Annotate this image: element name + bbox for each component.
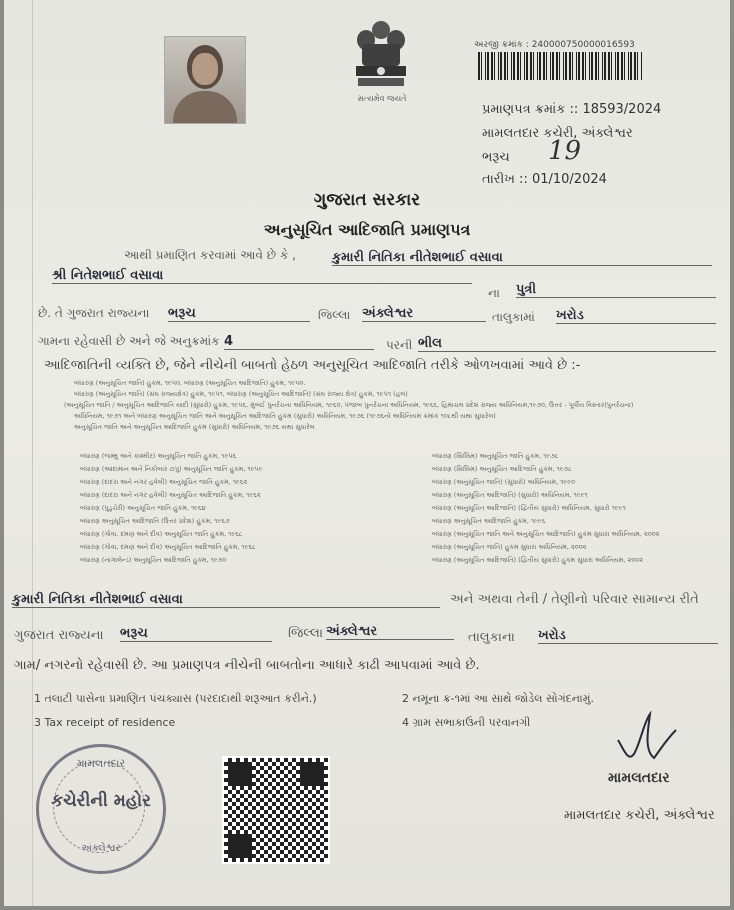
order-line: અનુસૂચિત જાતિ અને અનુસૂચિત આદિજાતિ હુકમ (સુધારો) અધિનિયમ, ૧૯૭૬ યથા સુધારેલ — [74, 423, 315, 431]
parni-label: પરની — [386, 338, 413, 352]
application-number: અરજી ક્રમાંક : 240000750000016593 — [474, 40, 635, 50]
order-line: બંધારણ (પુડુચેરી) અનુસૂચિત જાતિ હુકમ, ૧૯૬૪ — [80, 504, 206, 512]
taluka-label: તાલુકામાં — [492, 310, 535, 324]
order-line: બંધારણ (અનુસૂચિત જાતિ) (સુધારો) અધિનિયમ, ૧૯૯૦ — [432, 478, 576, 486]
serial-number: 4 — [224, 334, 374, 350]
order-line: બંધારણ (અનુસૂચિત જાતિ અને અનુસૂચિત આદિજાતિ) હુકમ સુધારા અધિનિયમ, ૨૦૦૨ — [432, 530, 660, 538]
district-label: ભરૂચ — [482, 150, 510, 165]
lower-state-label: ગુજરાત રાજ્યના — [14, 628, 104, 643]
tribe-name: ભીલ — [418, 336, 716, 352]
order-line: બંધારણ અનુસૂચિત આદિજાતિ હુકમ, ૧૯૯૬ — [432, 517, 546, 525]
order-line: (અનુસૂચિત જાતિ / અનુસૂચિત આદિજાતિ યાદી (સુધારો) હુકમ, ૧૯૫૬, મુંબઈ પુનર્રચના અધિનિયમ, ૧૯૬૦, પંજાબ પુનર્રચના અધિનિયમ, ૧૯૬૬, હિમાચલ પ્રદેશ રાજ્ય અધિનિયમ,૧૯૭૦, ઉત્તર - પૂર્વીય વિસ્તાર(પુનર્રચના) — [64, 401, 634, 409]
order-line: બંધારણ (સિક્કિમ) અનુસૂચિત આદિજાતિ હુકમ, ૧૯૭૮ — [432, 465, 572, 473]
certificate-page — [4, 0, 730, 906]
signature-icon — [614, 710, 684, 770]
orders-right-list — [432, 450, 659, 567]
district-value: ભરૂચ — [168, 306, 310, 322]
order-line: બંધારણ (અનુસૂચિત જાતિ) (સંઘ રાજ્યક્ષેત્ર) હુકમ, ૧૯૫૧, બંધારણ (અનુસૂચિત આદિજાતિ) (સંઘ રાજ્ય ક્ષેત્ર) હુકમ, ૧૯૫૧ (હલ) — [74, 390, 408, 398]
government-title: ગુજરાત સરકાર — [313, 190, 421, 210]
order-line: બંધારણ અનુસૂચિત આદિજાતિ (ઉત્તર પ્રદેશ) હુકમ, ૧૯૬૭ — [80, 517, 230, 525]
order-line: બંધારણ (અનુસૂચિત જાતિ) હુકમ સુધારા અધિનિયમ, ૨૦૦૨ — [432, 543, 587, 551]
basis-text: ગામ/ નગરનો રહેવાસી છે. આ પ્રમાણપત્ર નીચેની બાબતોના આધારે કાઢી આપવામાં આવે છે. — [14, 658, 480, 673]
order-line: બંધારણ (સિક્કિમ) અનુસૂચિત જાતિ હુકમ, ૧૯૭૮ — [432, 452, 559, 460]
sub-district-value: અંક્લેશ્વર — [362, 306, 486, 322]
order-line: બંધારણ (ગોવા, દમણ અને દીવ) અનુસૂચિત આદિજાતિ હુકમ, ૧૯૬૮ — [80, 543, 256, 551]
na-label: ના — [488, 286, 500, 300]
lower-applicant-name: કુમારી નિતિકા નીતેશભાઈ વસાવા — [12, 592, 440, 608]
document-item: 4 ગ્રામ સભાકાઉની પરવાનગી — [402, 716, 531, 729]
order-line: બંધારણ (અનુસૂચિત આદિજાતિ) (દ્વિતીય સુધારો) હુકમ સુધારા અધિનિયમ, ૨૦૦૨ — [432, 556, 644, 564]
order-line: બંધારણ (આંદામાન અને નિકોબાર ટાપુ) અનુસૂચિત જાતિ હુકમ, ૧૯૫૯ — [80, 465, 263, 473]
orders-top-list — [64, 378, 634, 433]
document-item: 1 તલાટી પાસેના પ્રમાણિત પંચક્યાસ (પરદાદાથી શરૂઆત કરીને.) — [34, 692, 317, 705]
emblem-caption: સત્યમેવ જયતે — [357, 94, 407, 103]
applicant-name: કુમારી નિતિકા નીતેશભાઈ વસાવા — [332, 250, 712, 266]
document-item: 3 Tax receipt of residence — [34, 716, 176, 729]
qr-code — [222, 756, 330, 864]
lower-district-value: ભરૂચ — [120, 626, 272, 642]
national-emblem-icon — [348, 18, 414, 94]
fold-crease — [32, 0, 33, 906]
certificate-number: પ્રમાણપત્ર ક્રમાંક :: 18593/2024 — [482, 102, 662, 117]
barcode — [478, 52, 642, 80]
handwritten-number: 19 — [548, 136, 582, 166]
order-line: બંધારણ (નાગાલેન્ડ) અનુસૂચિત આદિજાતિ હુકમ, ૧૯૭૦ — [80, 556, 227, 564]
relation: પુત્રી — [516, 282, 716, 298]
lower-sub-district-value: અંક્લેશ્વર — [326, 624, 454, 640]
lower-taluka-value: ખરોડ — [538, 628, 718, 644]
lower-taluka-label: તાલુકાના — [468, 630, 515, 645]
certificate-title: અનુસૂચિત આદિજાતિ પ્રમાણપત્ર — [263, 220, 471, 239]
footer-office: મામલતદાર કચેરી, અંક્લેશ્વર — [564, 808, 715, 823]
taluka-value: ખરોડ — [556, 308, 716, 324]
issuing-office: મામલતદાર કચેરી, અંક્લેશ્વર — [482, 126, 633, 141]
state-label: છે. તે ગુજરાત રાજ્યના — [38, 306, 150, 320]
order-line: બંધારણ (અનુસૂચિત આદિજાતિ) (સુધારો) અધિનિયમ, ૧૯૯૧ — [432, 491, 588, 499]
seal-top-text: મામલતદાર — [76, 757, 126, 770]
issue-date: તારીખ :: 01/10/2024 — [482, 172, 607, 187]
family-text: અને અથવા તેની / તેણીનો પરિવાર સામાન્ય રીતે — [450, 592, 699, 607]
order-line: બંધારણ (દાદરા અને નગર હવેલી) અનુસૂચિત આદિજાતિ હુકમ, ૧૯૬૨ — [80, 491, 261, 499]
seal-bottom-text: અંક્લેશ્વર — [81, 843, 121, 854]
order-line: બંધારણ (ગોવા, દમણ અને દીવ) અનુસૂચિત જાતિ હુકમ, ૧૯૬૮ — [80, 530, 243, 538]
order-line: બંધારણ (અનુસૂચિત જાતિ) હુકમ, ૧૯૫૦, બંધારણ (અનુસૂચિત આદિજાતિ) હુકમ, ૧૯૫૦. — [74, 379, 306, 387]
resident-label: ગામના રહેવાસી છે અને જે અનુક્રમાંક — [38, 334, 220, 348]
seal-middle-text: કચેરીની મહોર — [51, 791, 151, 811]
intro-text: આથી પ્રમાણિત કરવામાં આવે છે કે , — [124, 248, 296, 262]
order-line: બંધારણ (જમ્મુ અને કાશ્મીર) અનુસૂચિત જાતિ હુકમ, ૧૯૫૬ — [80, 452, 237, 460]
document-item: 2 નમૂના ક્ર-૧માં આ સાથે જોડેલ સોગંદનામું. — [402, 692, 594, 705]
district-label-text: જિલ્લા — [318, 308, 351, 322]
tribe-statement: આદિજાતિની વ્યક્તિ છે, જેને નીચેની બાબતો હેઠળ અનુસૂચિત આદિજાતિ તરીકે ઓળખવામાં આવે છે :- — [44, 358, 581, 373]
order-line: અધિનિયમ, ૧૯૭૧ અને બંધારણ અનુસૂચિત જાતિ અને અનુસૂચિત આદિજાતિ હુકમ (સુધારો) અધિનિયમ, ૧૯૭૬ (૧૯૭૬નો અધિનિયમ ક્રમાંક ૧૦૮થી યથા સુધારેલ) — [74, 412, 496, 420]
orders-left-list — [80, 450, 263, 567]
father-name: શ્રી નિતેશભાઈ વસાવા — [52, 268, 472, 284]
lower-district-label: જિલ્લા — [288, 626, 324, 641]
order-line: બંધારણ (દાદરા અને નગર હવેલી) અનુસૂચિત જાતિ હુકમ, ૧૯૬૨ — [80, 478, 248, 486]
applicant-photo — [164, 36, 246, 124]
office-seal — [36, 744, 166, 874]
order-line: બંધારણ (અનુસૂચિત આદિજાતિ) (દ્વિતીય સુધારો) અધિનિયમ, સુધારો ૧૯૯૧ — [432, 504, 626, 512]
designation: મામલતદાર — [608, 770, 670, 786]
